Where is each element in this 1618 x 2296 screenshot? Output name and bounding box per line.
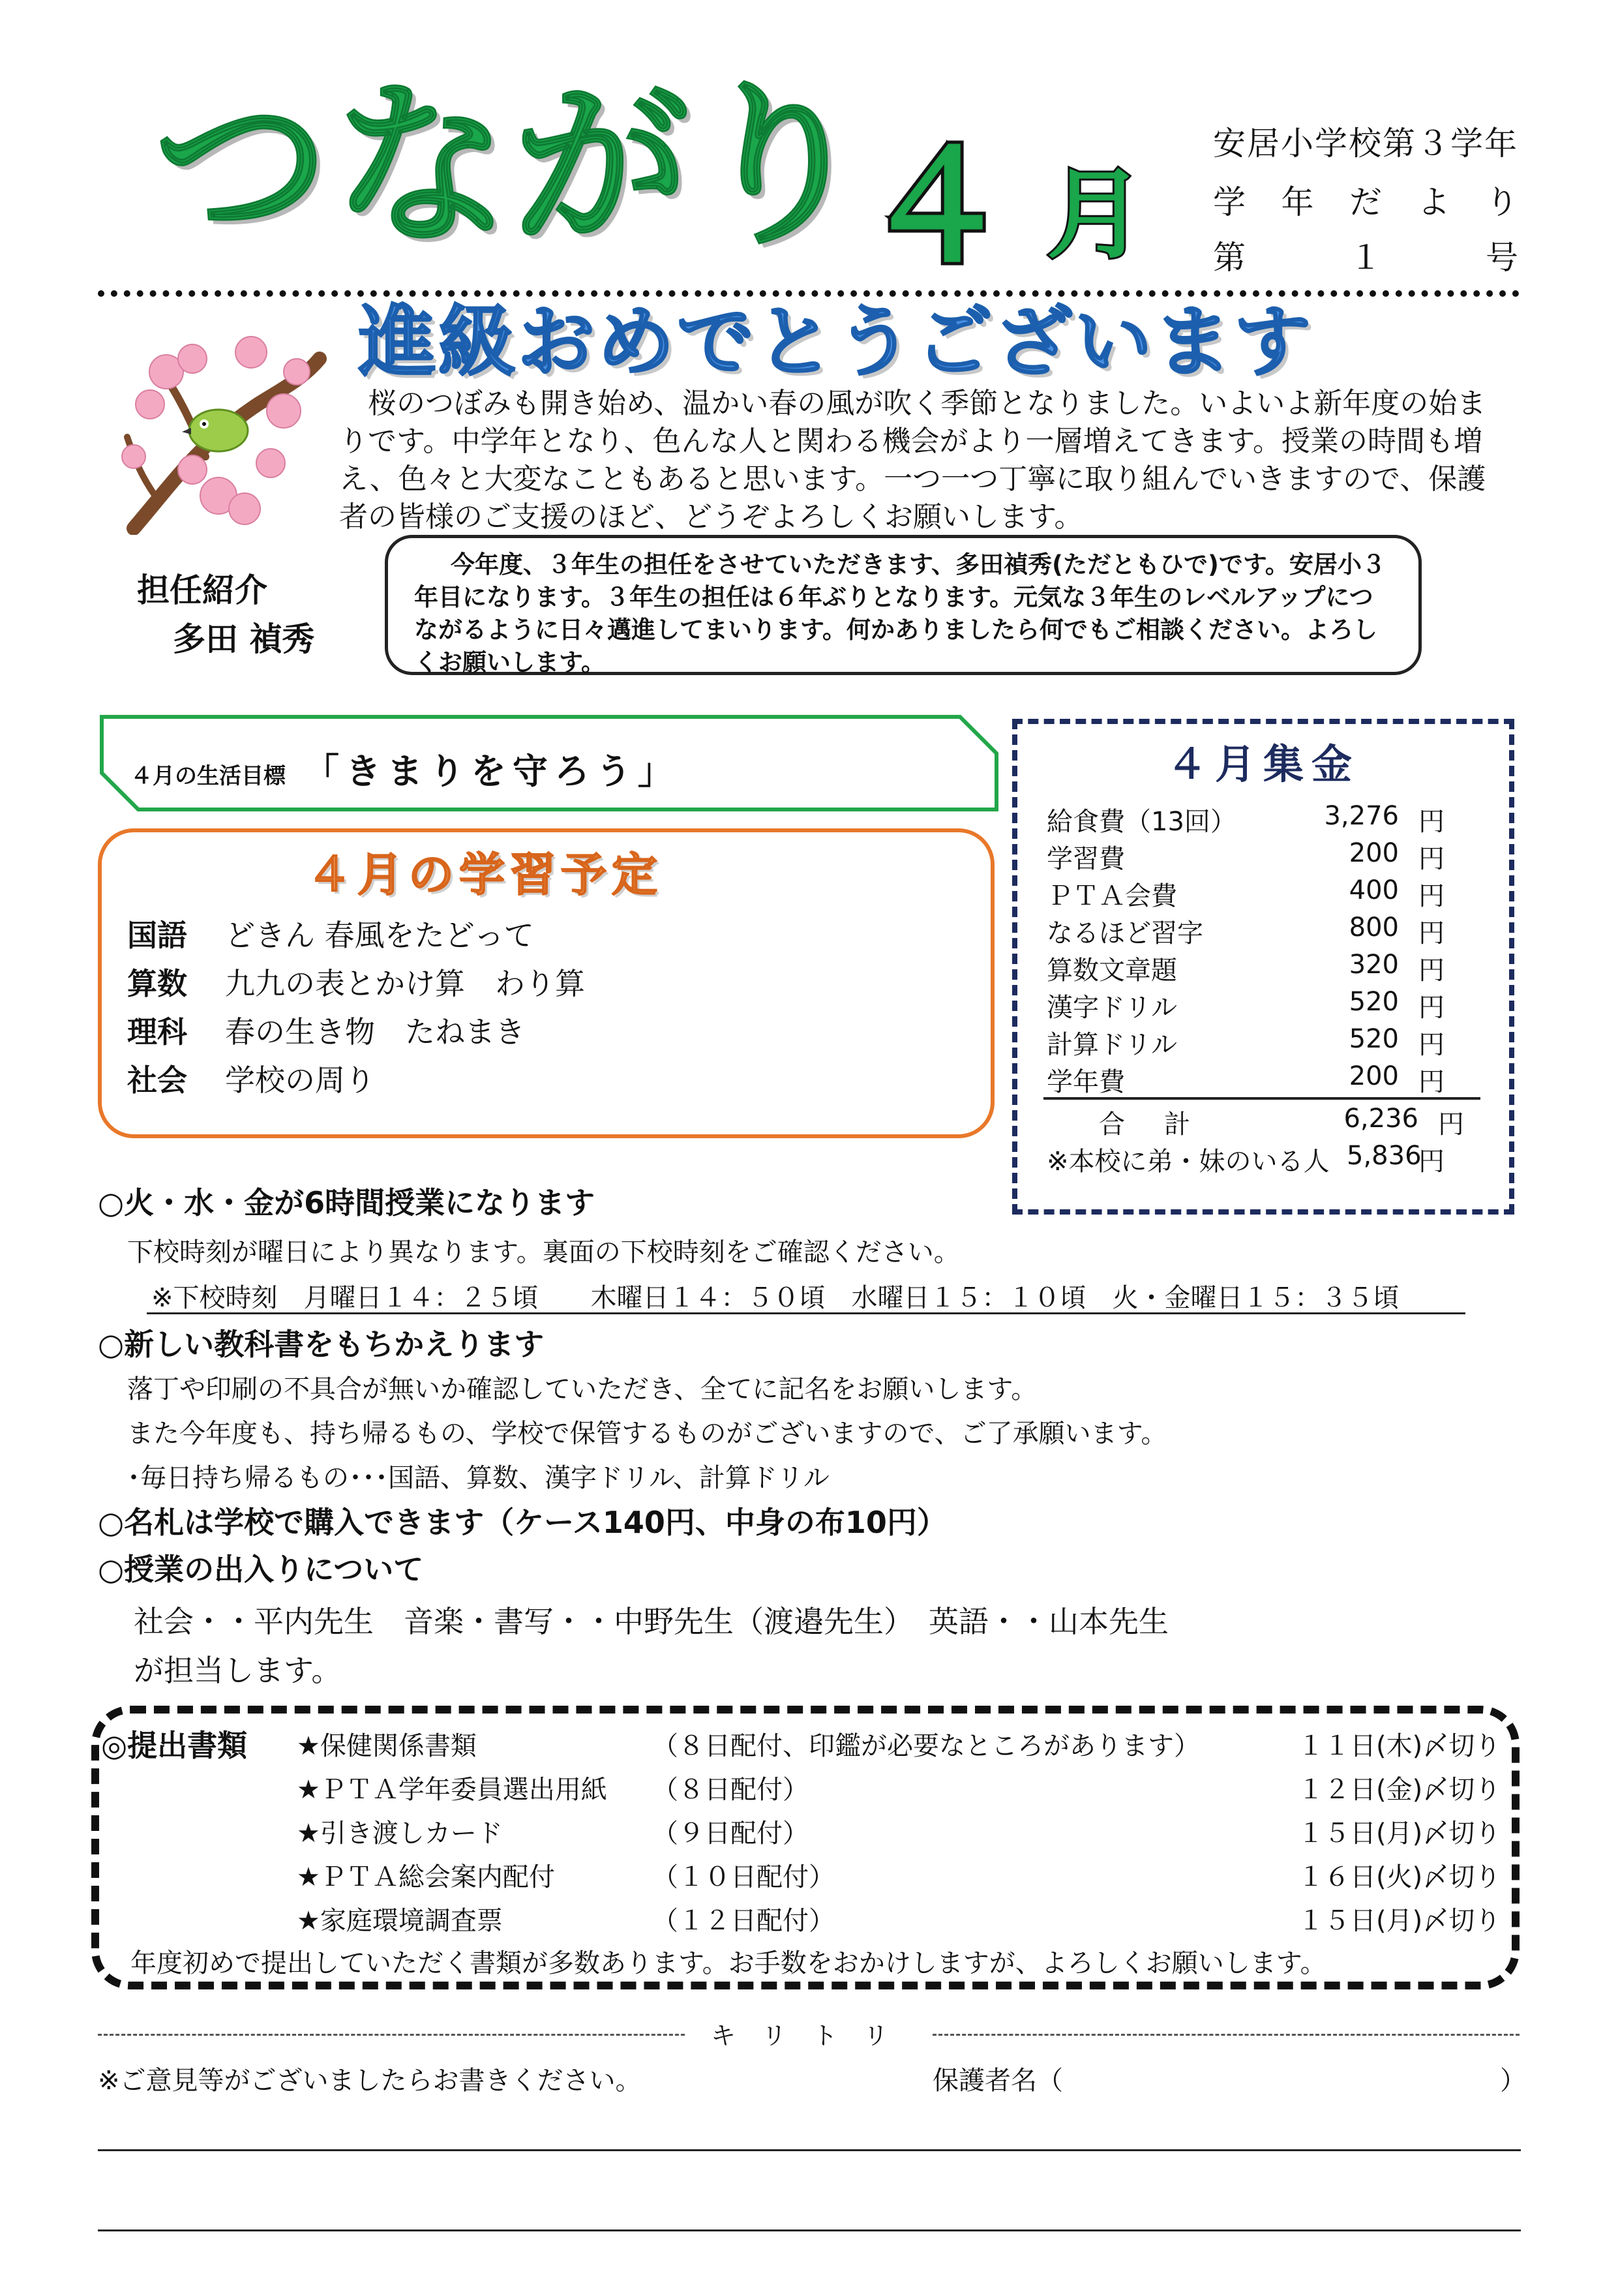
nametag-heading: ○名札は学校で購入できます（ケース140円、中身の布10円） [98, 1505, 947, 1540]
teacher-label: 担任紹介 [137, 571, 267, 609]
fee-row: 計算ドリル 520 円 [1047, 1024, 1445, 1060]
life-goal-label: ４月の生活目標 [130, 763, 286, 789]
school-line: 安居小学校第３学年 [1213, 125, 1518, 162]
month-char: 月 [1047, 159, 1145, 272]
intro-paragraph: 桜のつぼみも開き始め、温かい春の風が吹く季節となりました。いよいよ新年度の始まりです。中学年となり、色んな人と関わる機会がより一層増えてきます。授業の時間も増え、色々と大変なこともあると思います。一つ一つ丁寧に取り組んでいきますので、保護者の皆様のご支援のほど、どうぞよろしくお願いします。 [339, 387, 1486, 534]
comment-line[interactable] [98, 2229, 1521, 2231]
issue-number: 第 １ 号 [1213, 239, 1520, 277]
dismissal-underline [147, 1312, 1465, 1314]
submission-item-note: （８日配付、印鑑が必要なところがあります） [652, 1731, 1200, 1761]
greeting-title: 進級おめでとうございます [359, 297, 1314, 387]
fee-total-row: 合計 6,236 円 [1099, 1104, 1464, 1140]
fee-row: 学習費 200 円 [1047, 838, 1445, 874]
fee-row: なるほど習字 800 円 [1047, 913, 1445, 948]
newsletter-type: 学 年 だ よ り [1213, 183, 1520, 221]
submission-item-note: （１２日配付） [652, 1906, 835, 1936]
life-goal-text: 「きまりを守ろう」 [303, 751, 680, 792]
fee-sibling-row: ※本校に弟・妹のいる人 5,836 円 [1047, 1141, 1445, 1177]
teacher-message-box [385, 535, 1422, 675]
fee-row: 算数文章題 320 円 [1047, 950, 1445, 986]
submission-heading: ◎提出書類 [101, 1728, 248, 1763]
life-goal [130, 744, 680, 794]
submission-item-name: ★引き渡しカード [297, 1819, 503, 1849]
collection-title: ４月集金 [1166, 740, 1360, 788]
study-row: 社会 学校の周り [127, 1063, 375, 1098]
fee-row: 漢字ドリル 520 円 [1047, 987, 1445, 1023]
newsletter-title: つながり [153, 63, 873, 269]
dismissal-times: ※下校時刻 月曜日１４：２５頃 木曜日１４：５０頃 水曜日１５：１０頃 火・金曜日１５：３５頃 [151, 1283, 1400, 1313]
fee-row: 給食費（13回） 3,276 円 [1047, 801, 1445, 837]
textbook-line: ･毎日持ち帰るもの･･･国語、算数、漢字ドリル、計算ドリル [127, 1463, 830, 1493]
month-number: ４ [861, 121, 1011, 295]
six-hours-heading: ○火・水・金が6時間授業になります [98, 1185, 595, 1220]
textbook-heading: ○新しい教科書をもちかえります [98, 1327, 545, 1362]
classes-line: 社会・・平内先生 音楽・書写・・中野先生（渡邉先生） 英語・・山本先生 [134, 1604, 1169, 1639]
study-row: 理科 春の生き物 たねまき [127, 1014, 525, 1050]
submission-item-name: ★保健関係書類 [297, 1731, 477, 1761]
masthead-divider [98, 290, 1520, 297]
submission-item-name: ★ＰＴＡ学年委員選出用紙 [297, 1775, 607, 1805]
submission-item-deadline: １５日(月)〆切り [1298, 1906, 1501, 1936]
textbook-line: 落丁や印刷の不具合が無いか確認していただき、全てに記名をお願いします。 [127, 1374, 1038, 1404]
study-row: 国語 どきん 春風をたどって [127, 918, 534, 953]
study-plan-title: ４月の学習予定 [307, 848, 663, 901]
submission-item-name: ★家庭環境調査票 [297, 1906, 503, 1936]
submission-item-note: （８日配付） [652, 1775, 809, 1805]
guardian-name-close: ） [1500, 2066, 1526, 2096]
teacher-message: 今年度、３年生の担任をさせていただきます、多田禎秀(ただともひで)です。安居小３年目になります。３年生の担任は６年ぶりとなります。元気な３年生のレベルアップにつながるように日々邁進してまいります。何かありましたら何でもご相談ください。よろしくお願いします。 [414, 551, 1386, 676]
six-hours-text: 下校時刻が曜日により異なります。裏面の下校時刻をご確認ください。 [127, 1237, 960, 1267]
classes-heading: ○授業の出入りについて [98, 1552, 424, 1587]
submission-item-deadline: １５日(月)〆切り [1298, 1819, 1501, 1849]
fee-total-rule [1043, 1097, 1480, 1100]
fee-row: 学年費 200 円 [1047, 1061, 1445, 1097]
comment-prompt: ※ご意見等がございましたらお書きください。 [98, 2066, 642, 2096]
guardian-name-label: 保護者名（ [933, 2066, 1063, 2096]
submission-item-note: （１０日配付） [652, 1862, 835, 1892]
comment-line[interactable] [98, 2149, 1521, 2151]
submission-item-deadline: １１日(木)〆切り [1298, 1731, 1501, 1761]
cut-line-left [98, 2034, 685, 2036]
cut-line-right [933, 2034, 1520, 2036]
study-row: 算数 九九の表とかけ算 わり算 [127, 966, 585, 1001]
submission-footer: 年度初めで提出していただく書類が多数あります。お手数をおかけしますが、よろしくお願いします。 [130, 1948, 1326, 1978]
submission-item-deadline: １２日(金)〆切り [1298, 1775, 1501, 1805]
fee-row: ＰＴＡ会費 400 円 [1047, 875, 1445, 911]
submission-item-note: （９日配付） [652, 1819, 809, 1849]
cut-label: キリトリ [711, 2021, 915, 2050]
teacher-name: 多田 禎秀 [173, 620, 315, 658]
cherry-blossom-bird-illustration [121, 333, 329, 535]
submission-item-name: ★ＰＴＡ総会案内配付 [297, 1862, 555, 1892]
classes-line: が担当します。 [134, 1653, 342, 1688]
submission-item-deadline: １６日(火)〆切り [1298, 1862, 1501, 1892]
textbook-line: また今年度も、持ち帰るもの、学校で保管するものがございますので、ご了承願います。 [127, 1419, 1167, 1449]
